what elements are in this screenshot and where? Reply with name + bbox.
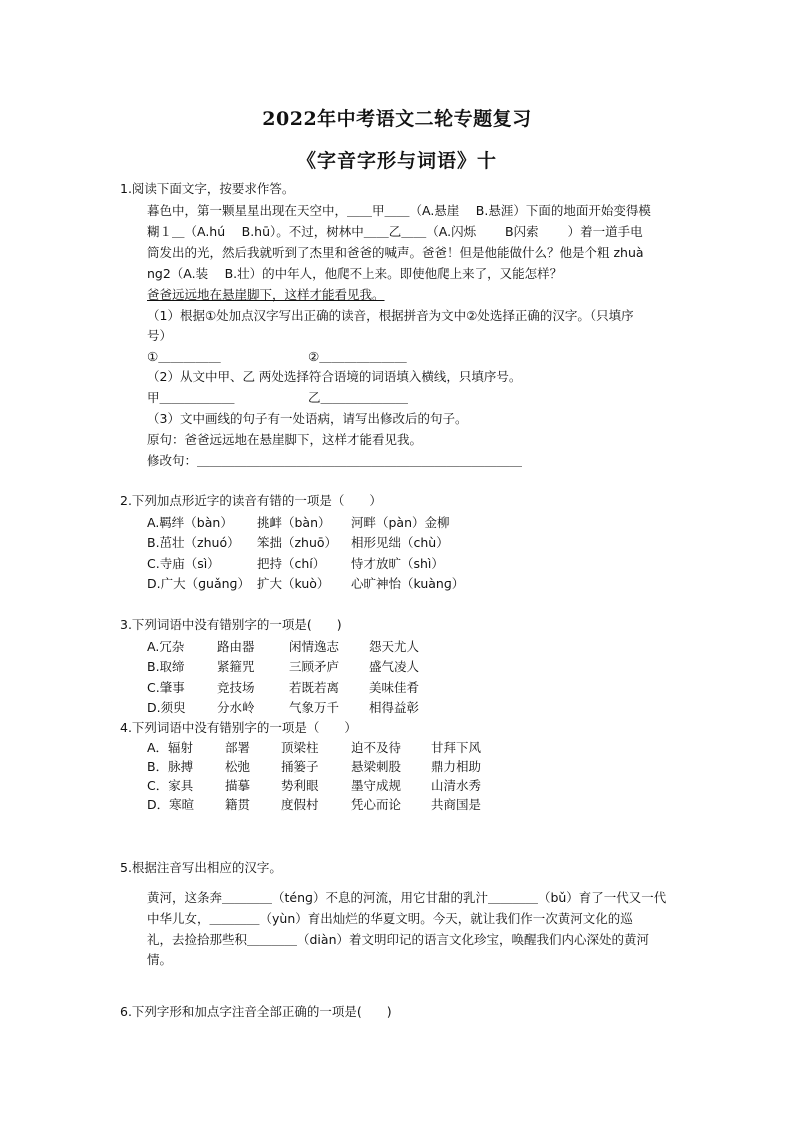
q4-option-d[interactable]: D．寒暄 籍贯 度假村 凭心而论 共商国是 (147, 797, 482, 812)
q1-stem: 1.阅读下面文字，按要求作答。 (120, 181, 295, 196)
q1-sub2: （2）从文中甲、乙 两处选择符合语境的词语填入横线，只填序号。 (147, 369, 522, 384)
q1-blank-jia[interactable]: 甲＿＿＿＿＿＿ (147, 390, 235, 405)
q3-stem: 3.下列词语中没有错别字的一项是( ) (120, 617, 342, 632)
q1-blank-2[interactable]: ②＿＿＿＿＿＿＿ (308, 349, 407, 364)
q3-option-c[interactable]: C.肇事 竞技场 若既若离 美味佳肴 (147, 680, 420, 695)
q4-option-a[interactable]: A．辐射 部署 顶梁柱 迫不及待 甘拜下风 (147, 740, 482, 755)
q5-passage-line: 黄河，这条奔＿＿＿＿（ténɡ）不息的河流，用它甘甜的乳汁＿＿＿＿（bǔ）育了一代又一代 (147, 890, 667, 905)
document-title: 2022年中考语文二轮专题复习 (262, 108, 532, 130)
q4-option-c[interactable]: C．家具 描摹 势利眼 墨守成规 山清水秀 (147, 778, 482, 793)
q1-blank-yi[interactable]: 乙＿＿＿＿＿＿＿ (308, 390, 409, 405)
q5-passage-line: 情。 (147, 952, 173, 967)
q1-passage-line: 暮色中，第一颗星星出现在天空中，＿＿甲＿＿（A.悬崖 B.悬涯）下面的地面开始变得模 (147, 203, 651, 218)
q2-option-c[interactable]: C.寺庙（sì） 把持（chí） 恃才放旷（shì） (147, 556, 444, 571)
q1-passage-line: 糊１＿（A.hú B.hū）。不过，树林中＿＿乙＿＿（A.闪烁 B闪索 ）着一道手电 (147, 224, 643, 239)
q3-option-a[interactable]: A.冗杂 路由器 闲情逸志 怨天尤人 (147, 639, 420, 654)
q2-stem: 2.下列加点形近字的读音有错的一项是（ ） (120, 493, 382, 508)
q4-option-b[interactable]: B．脉搏 松弛 捅篓子 悬梁刺股 鼎力相助 (147, 759, 482, 774)
q5-passage-line: 礼，去捡拾那些积＿＿＿＿（diàn）着文明印记的语言文化珍宝，唤醒我们内心深处的黄河 (147, 932, 649, 947)
q5-passage-line: 中华儿女，＿＿＿＿（yùn）育出灿烂的华夏文明。今天，就让我们作一次黄河文化的巡 (147, 911, 633, 926)
q4-stem: 4.下列词语中没有错别字的一项是（ ） (120, 720, 357, 735)
q1-passage-line: 筒发出的光，然后我就听到了杰里和爸爸的喊声。爸爸！但是他能做什么？他是个粗 zhuà (147, 245, 644, 260)
q2-option-a[interactable]: A.羁绊（bàn） 挑衅（bàn） 河畔（pàn）金柳 (147, 515, 450, 530)
q1-sub1: （1）根据①处加点汉字写出正确的读音，根据拼音为文中②处选择正确的汉字。（只填序 (147, 308, 634, 323)
q5-stem: 5.根据注音写出相应的汉字。 (120, 860, 282, 875)
q1-sub3: （3）文中画线的句子有一处语病，请写出修改后的句子。 (147, 411, 468, 426)
q3-option-d[interactable]: D.须臾 分水岭 气象万千 相得益彰 (147, 700, 420, 715)
q1-revised-blank[interactable]: 修改句：＿＿＿＿＿＿＿＿＿＿＿＿＿＿＿＿＿＿＿＿＿＿＿＿＿＿ (147, 453, 523, 468)
q2-option-b[interactable]: B.茁壮（zhuó） 笨拙（zhuō） 相形见绌（chù） (147, 535, 449, 550)
q1-sub1-cont: 号） (147, 328, 173, 343)
document-subtitle: 《字音字形与词语》十 (296, 150, 497, 172)
q1-passage-line: ng2（A.装 B.壮）的中年人，他爬不上来。即使他爬上来了，又能怎样？ (147, 266, 563, 281)
q3-option-b[interactable]: B.取缔 紧箍咒 三顾矛庐 盛气凌人 (147, 659, 420, 674)
q1-blank-1[interactable]: ①＿＿＿＿＿ (147, 349, 221, 364)
q1-original-sentence: 原句：爸爸远远地在悬崖脚下，这样才能看见我。 (147, 432, 423, 447)
q1-underlined-sentence: 爸爸远远地在悬崖脚下，这样才能看见我。 (147, 287, 385, 302)
q6-stem: 6.下列字形和加点字注音全部正确的一项是( ) (120, 1004, 392, 1019)
q2-option-d[interactable]: D.广大（ɡuǎnɡ） 扩大（kuò） 心旷神怡（kuànɡ） (147, 576, 465, 591)
